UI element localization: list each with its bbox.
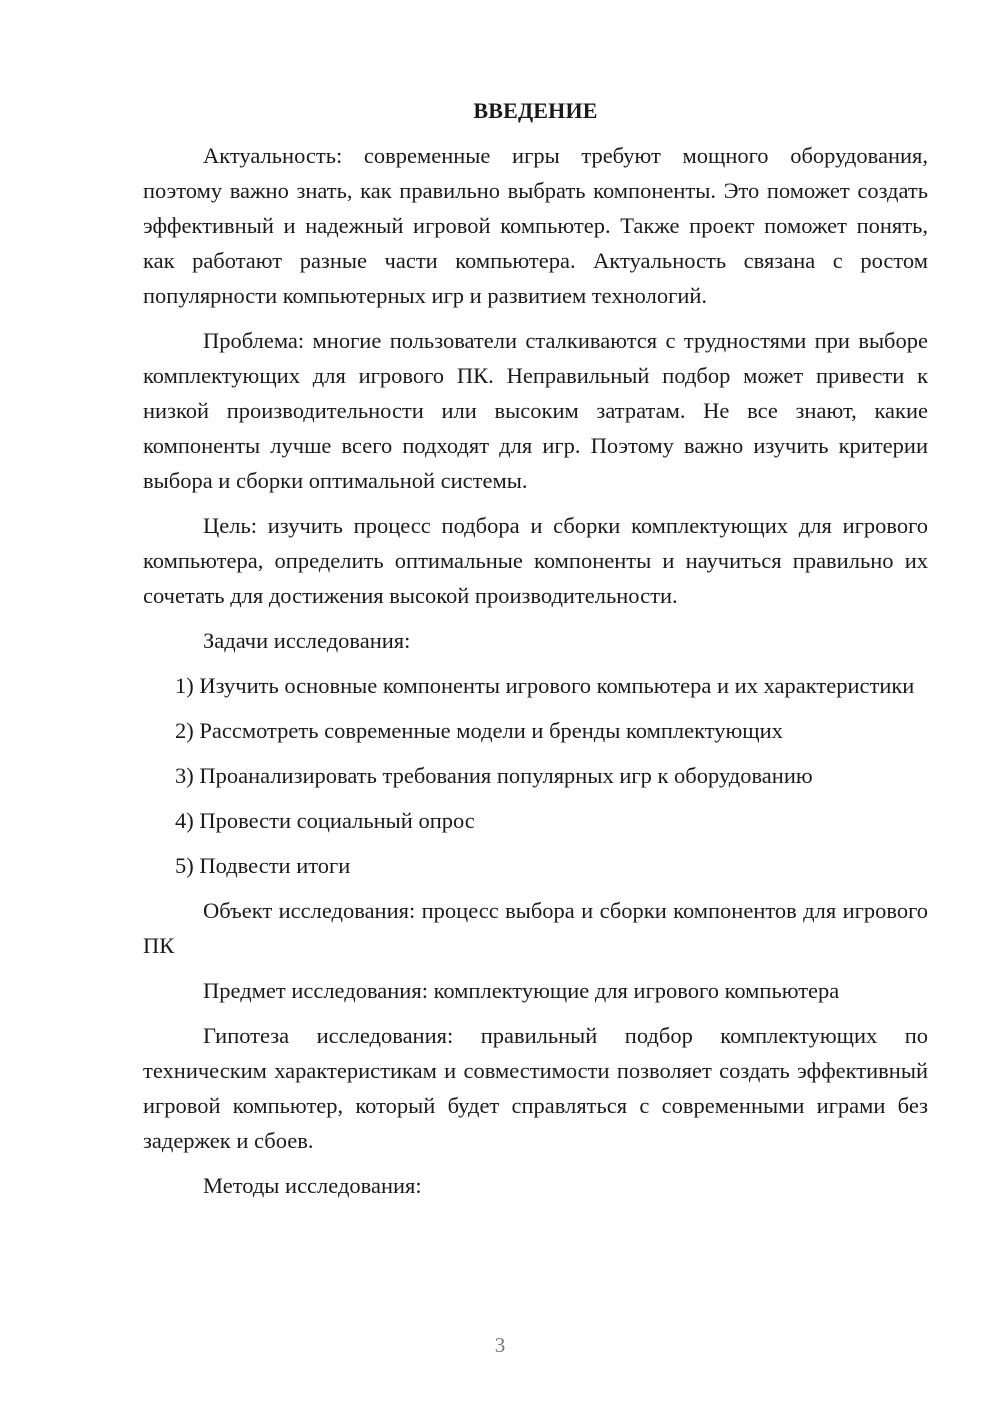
- object-paragraph: Объект исследования: процесс выбора и сборки компонентов для игрового ПК: [143, 898, 928, 958]
- task-item-5: 5) Подвести итоги: [175, 853, 351, 878]
- task-item-4: 4) Провести социальный опрос: [175, 808, 475, 833]
- page-number: 3: [494, 1333, 506, 1357]
- subject-paragraph: Предмет исследования: комплектующие для игрового компьютера: [203, 978, 840, 1003]
- problem-paragraph: Проблема: многие пользователи сталкиваются с трудностями при выборе комплектующих для игрового ПК. Неправильный подбор может привести к низкой производительности или высоким затратам. Не все знают, какие компоненты лучше всего подходят для игр. Поэтому важно изучить критерии выбора и сборки оптимальной системы.: [143, 328, 928, 493]
- task-item-2: 2) Рассмотреть современные модели и бренды комплектующих: [175, 718, 783, 743]
- hypothesis-paragraph: Гипотеза исследования: правильный подбор комплектующих по техническим характеристикам и совместимости позволяет создать эффективный игровой компьютер, который будет справляться с современными играми без задержек и сбоев.: [143, 1023, 928, 1153]
- section-title: ВВЕДЕНИЕ: [473, 98, 598, 123]
- methods-heading: Методы исследования:: [203, 1173, 422, 1198]
- tasks-heading: Задачи исследования:: [203, 628, 411, 653]
- page-content: [143, 93, 928, 1213]
- task-item-1: 1) Изучить основные компоненты игрового компьютера и их характеристики: [175, 673, 915, 698]
- task-item-3: 3) Проанализировать требования популярных игр к оборудованию: [175, 763, 813, 788]
- relevance-paragraph: Актуальность: современные игры требуют мощного оборудования, поэтому важно знать, как правильно выбрать компоненты. Это поможет создать эффективный и надежный игровой компьютер. Также проект поможет понять, как работают разные части компьютера. Актуальность связана с ростом популярности компьютерных игр и развитием технологий.: [143, 143, 928, 308]
- goal-paragraph: Цель: изучить процесс подбора и сборки комплектующих для игрового компьютера, определить оптимальные компоненты и научиться правильно их сочетать для достижения высокой производительности.: [143, 513, 928, 608]
